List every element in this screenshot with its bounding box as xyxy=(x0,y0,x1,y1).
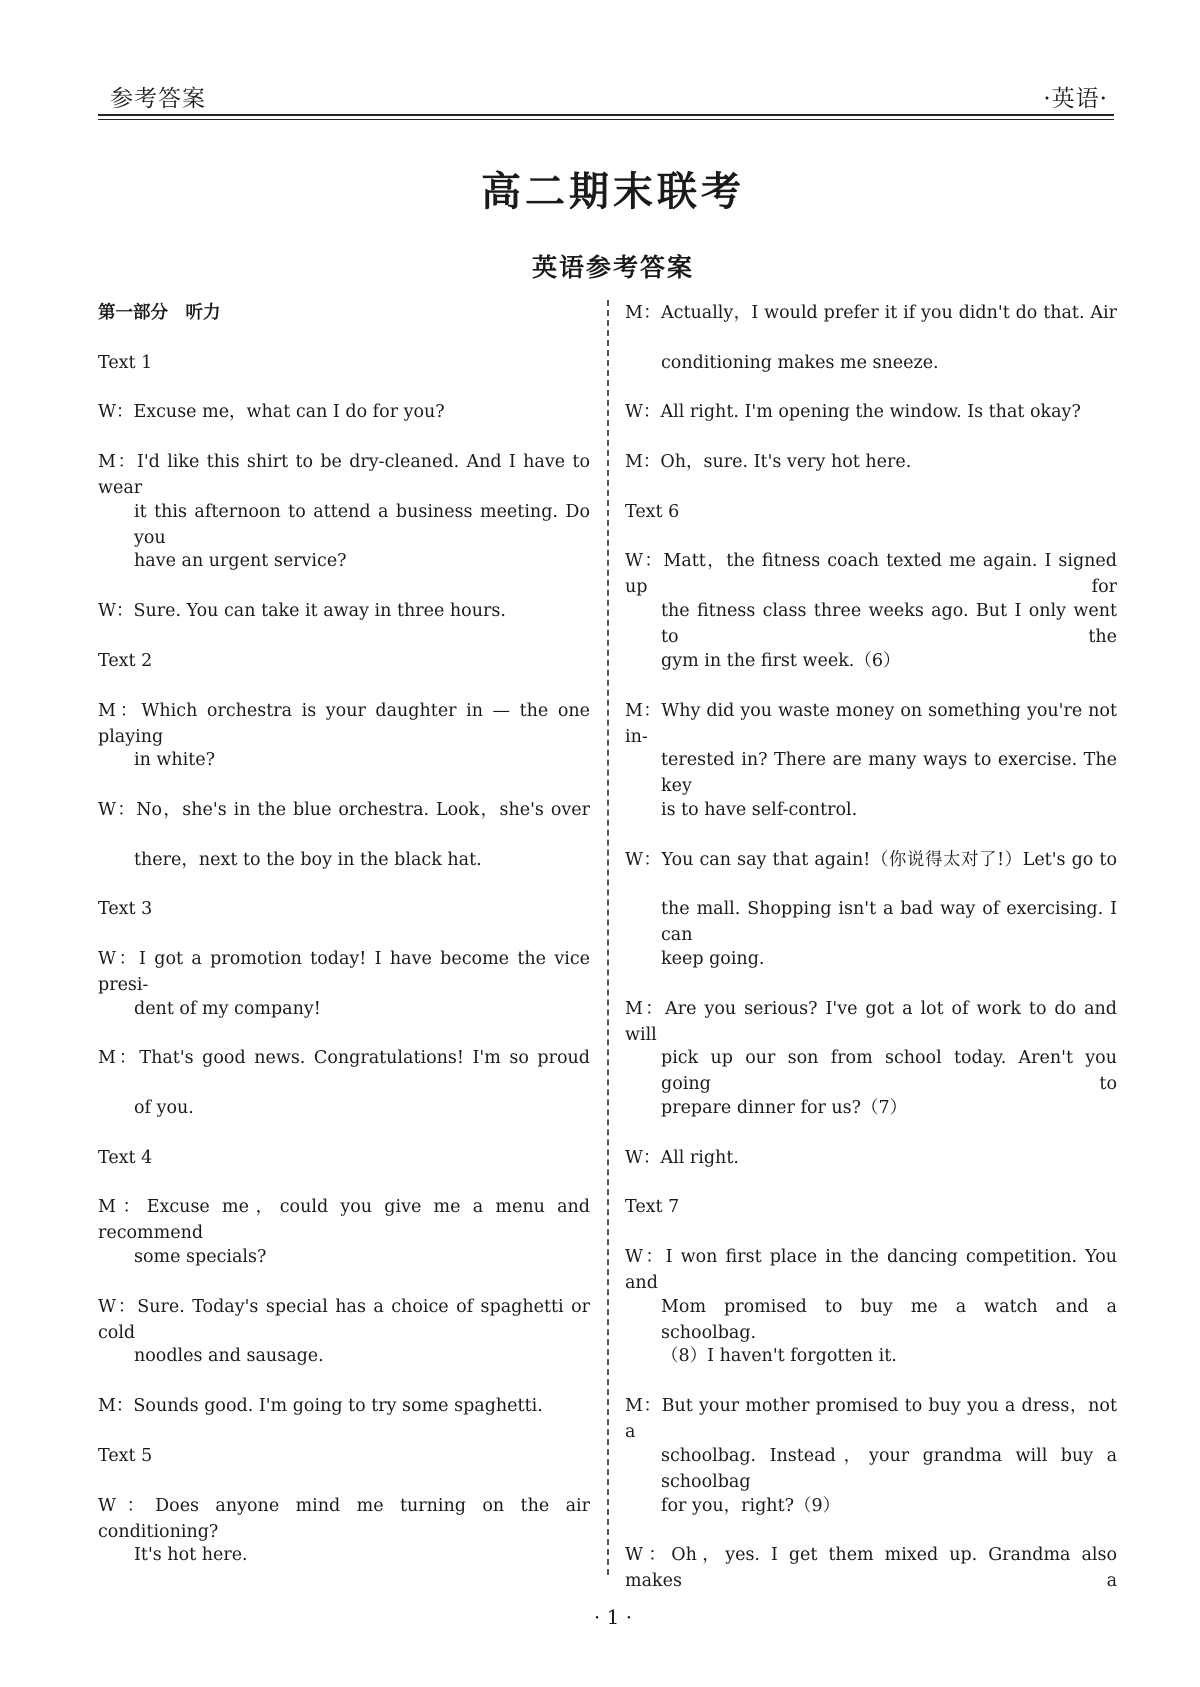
transcript-line: W：I got a promotion today! I have become the vice presi- xyxy=(98,948,590,995)
transcript-line: It's hot here. xyxy=(134,1545,248,1566)
transcript-line: W：No，she's in the blue orchestra. Look，she's over xyxy=(98,799,590,820)
transcript-line: noodles and sausage. xyxy=(134,1346,324,1367)
transcript-line: M：Sounds good. I'm going to try some spaghetti. xyxy=(98,1396,543,1417)
transcript-line: Text 5 xyxy=(98,1445,153,1466)
transcript-line: M：Are you serious? I've got a lot of work to do and will xyxy=(625,998,1117,1045)
transcript-line: W：Sure. Today's special has a choice of spaghetti or cold xyxy=(98,1296,590,1343)
transcript-line: of you. xyxy=(134,1098,194,1118)
header-subject-label: ·英语· xyxy=(1043,86,1108,112)
page-number: · 1 · xyxy=(593,1605,633,1629)
transcript-line: there，next to the boy in the black hat. xyxy=(134,849,482,870)
header-rule-thin xyxy=(98,119,1114,120)
transcript-line: it this afternoon to attend a business meeting. Do you xyxy=(134,501,590,548)
transcript-line: M：That's good news. Congratulations! I'm so proud xyxy=(98,1048,590,1069)
transcript-line: M：Excuse me，could you give me a menu and recommend xyxy=(98,1197,590,1244)
transcript-line: keep going. xyxy=(661,948,765,969)
transcript-line: （8）I haven't forgotten it. xyxy=(661,1346,897,1367)
column-divider xyxy=(607,300,609,1575)
transcript-line: M：Oh，sure. It's very hot here. xyxy=(625,452,912,473)
transcript-line: W：Oh，yes. I get them mixed up. Grandma also makes a xyxy=(625,1545,1117,1592)
right-column xyxy=(625,300,1117,1592)
transcript-line: M：Which orchestra is your daughter in — the one playing xyxy=(98,700,590,747)
transcript-line: W：I won first place in the dancing competition. You and xyxy=(625,1247,1117,1294)
transcript-line: dent of my company! xyxy=(134,998,321,1019)
transcript-line: W：Matt，the fitness coach texted me again. I signed up for xyxy=(625,551,1117,598)
header-rule-thick xyxy=(98,114,1114,116)
transcript-line: W：Sure. You can take it away in three hours. xyxy=(98,601,506,622)
header-left-label: 参考答案 xyxy=(110,86,206,112)
document-subtitle: 英语参考答案 xyxy=(531,253,694,282)
transcript-line: Text 7 xyxy=(625,1197,680,1218)
transcript-line: W：You can say that again!（你说得太对了!）Let's go to xyxy=(625,849,1117,870)
transcript-line: Text 1 xyxy=(98,352,153,373)
transcript-line: W：Does anyone mind me turning on the air conditioning? xyxy=(98,1495,590,1542)
transcript-line: is to have self-control. xyxy=(661,799,858,820)
transcript-line: M：I'd like this shirt to be dry-cleaned. And I have to wear xyxy=(98,452,590,499)
transcript-line: gym in the first week.（6） xyxy=(661,650,901,671)
document-title: 高二期末联考 xyxy=(481,168,745,215)
transcript-line: conditioning makes me sneeze. xyxy=(661,352,939,373)
transcript-line: W：All right. I'm opening the window. Is that okay? xyxy=(625,402,1081,423)
transcript-line: Text 4 xyxy=(98,1147,153,1168)
transcript-line: M：Actually，I would prefer it if you didn't do that. Air xyxy=(625,303,1117,323)
left-column xyxy=(98,300,590,1592)
transcript-line: Text 6 xyxy=(625,501,680,522)
transcript-line: Text 2 xyxy=(98,650,153,671)
transcript-line: Text 3 xyxy=(98,899,153,920)
transcript-line: the fitness class three weeks ago. But I only went to the xyxy=(661,601,1117,648)
transcript-line: for you，right?（9） xyxy=(661,1495,841,1516)
transcript-line: schoolbag. Instead，your grandma will buy a schoolbag xyxy=(661,1445,1117,1492)
transcript-line: M：But your mother promised to buy you a dress，not a xyxy=(625,1396,1117,1443)
transcript-line: W：All right. xyxy=(625,1147,739,1168)
transcript-line: Mom promised to buy me a watch and a schoolbag. xyxy=(661,1296,1117,1343)
transcript-line: prepare dinner for us?（7） xyxy=(661,1098,908,1118)
transcript-line: in white? xyxy=(134,750,216,771)
transcript-line: pick up our son from school today. Aren't you going to xyxy=(661,1048,1117,1095)
transcript-line: some specials? xyxy=(134,1247,267,1268)
page-header xyxy=(98,74,1114,114)
transcript-line: W：Excuse me，what can I do for you? xyxy=(98,402,445,423)
transcript-line: M：Why did you waste money on something you're not in- xyxy=(625,700,1117,747)
section-heading: 第一部分 听力 xyxy=(98,303,221,323)
transcript-line: the mall. Shopping isn't a bad way of exercising. I can xyxy=(661,899,1117,946)
transcript-line: have an urgent service? xyxy=(134,551,347,572)
transcript-line: terested in? There are many ways to exercise. The key xyxy=(661,750,1117,797)
